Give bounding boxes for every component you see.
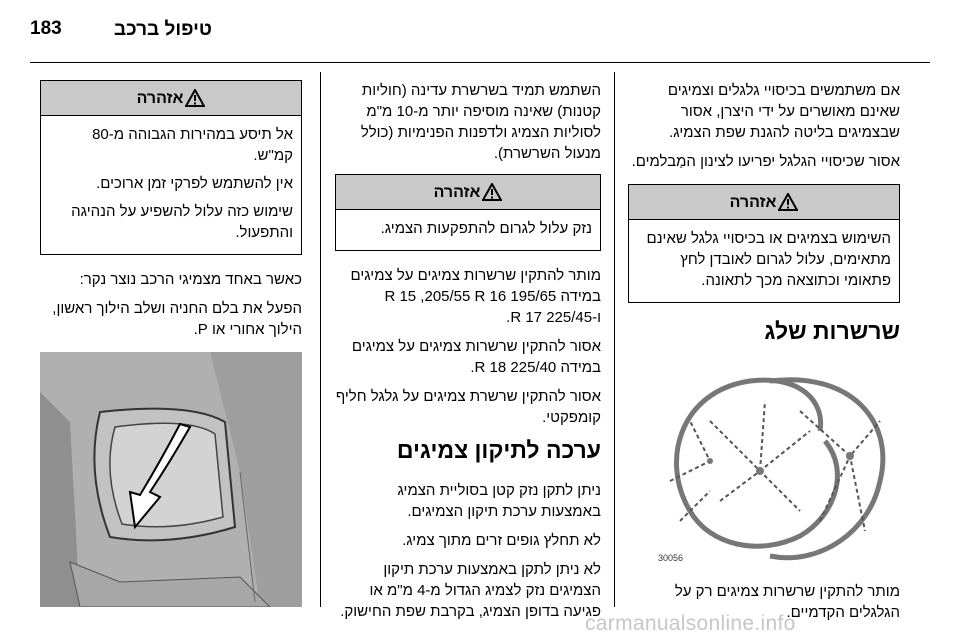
warning-header: [629, 185, 899, 220]
rule-paragraph: אסור להתקין שרשרות צמיגים על צמיגים במידה 225/40 R 18.: [351, 338, 601, 376]
trunk-compartment-illustration: [40, 352, 302, 607]
warning-body: [629, 220, 899, 302]
body-paragraph: ניתן לתקן נזק קטן בסוליית הצמיג באמצעות ערכת תיקון הצמיגים.: [397, 482, 601, 520]
right-column: [628, 80, 900, 631]
warning-body: [41, 116, 301, 254]
snow-chain-illustration: [650, 361, 900, 571]
column-divider-left: [320, 72, 321, 607]
body-paragraph: כאשר באחד מצמיגי הרכב נוצר נקר:: [79, 271, 302, 288]
intro-paragraph: אם משתמשים בכיסויי גלגלים וצמיגים שאינם מאושרים על ידי היצרן, אסור שבצמיגים בליטה להגנת שפת הצמיג.: [667, 82, 900, 141]
warning-header: [41, 81, 301, 116]
intro-paragraph: אסור שכיסויי הגלגל יפריעו לצינון המַבלמים.: [631, 153, 900, 170]
body-paragraph: לא ניתן לתקן באמצעות ערכת תיקון הצמיגים נזק לצמיג הגדול מ-4 מ"מ או פגיעה בדופן הצמיג, בקרבת שפת החישוק.: [340, 561, 601, 620]
warning-text: אין להשתמש לפרקי זמן ארוכים.: [96, 175, 293, 192]
warning-box: [628, 184, 900, 303]
warning-title: אזהרה: [136, 89, 184, 107]
warning-triangle-icon: [185, 89, 205, 107]
left-column: [40, 80, 302, 398]
watermark: carmanualsonline.info: [585, 612, 796, 635]
body-paragraph: לא תחלץ גופים זרים מתוך צמיג.: [402, 532, 601, 549]
section-title: שרשרות שלג: [764, 318, 900, 344]
warning-title: אזהרה: [729, 193, 777, 211]
warning-triangle-icon: [778, 193, 798, 211]
page-number: 183: [30, 18, 62, 39]
snow-chains-figure: [650, 361, 900, 571]
page-header: [30, 14, 930, 50]
page-title: טיפול ברכב: [114, 19, 212, 40]
rule-paragraph: מותר להתקין שרשרות צמיגים על צמיגים במידה 195/65 R 15 ,205/55 R 16 ו-225/45 R 17.: [350, 267, 601, 326]
warning-text: אל תיסע במהירות הגבוהה מ-80 קמ"ש.: [92, 126, 293, 164]
column-divider-right: [614, 72, 615, 607]
section-title: ערכה לתיקון צמיגים: [396, 437, 601, 463]
header-rule: [30, 62, 930, 63]
warning-text: השימוש בצמיגים או בכיסויי גלגל שאינם מתאימים, עלול לגרום לאובדן לחץ פתאומי וכתוצאה מכך לתאונה.: [646, 230, 891, 289]
warning-triangle-icon: [482, 183, 502, 201]
warning-text: נזק עלול לגרום להתפקעות הצמיג.: [380, 220, 592, 237]
figure-caption: מותר להתקין שרשרות צמיגים רק על הגלגלים הקדמיים.: [674, 583, 900, 621]
warning-box: [40, 80, 302, 255]
middle-column: [335, 80, 601, 630]
warning-body: [336, 210, 600, 250]
figure-label: 30056: [658, 553, 684, 563]
rule-paragraph: אסור להתקין שרשרת צמיגים על גלגל חליף קומפקטי.: [335, 388, 601, 426]
warning-text: שימוש כזה עלול להשפיע על הנהיגה והתפעול.: [71, 203, 293, 241]
trunk-storage-figure: [40, 352, 302, 607]
warning-title: אזהרה: [433, 183, 481, 201]
body-paragraph: הפעל את בלם החניה ושלב הילוך ראשון, הילוך אחורי או P.: [52, 300, 302, 338]
intro-paragraph: השתמש תמיד בשרשרת עדינה (חוליות קטנות) שאינה מוסיפה יותר מ-10 מ"מ לסוליות הצמיג ולדפנות הפנימיות (כולל מנעול השרשרת).: [360, 82, 601, 162]
warning-header: [336, 175, 600, 210]
warning-box: [335, 174, 601, 251]
